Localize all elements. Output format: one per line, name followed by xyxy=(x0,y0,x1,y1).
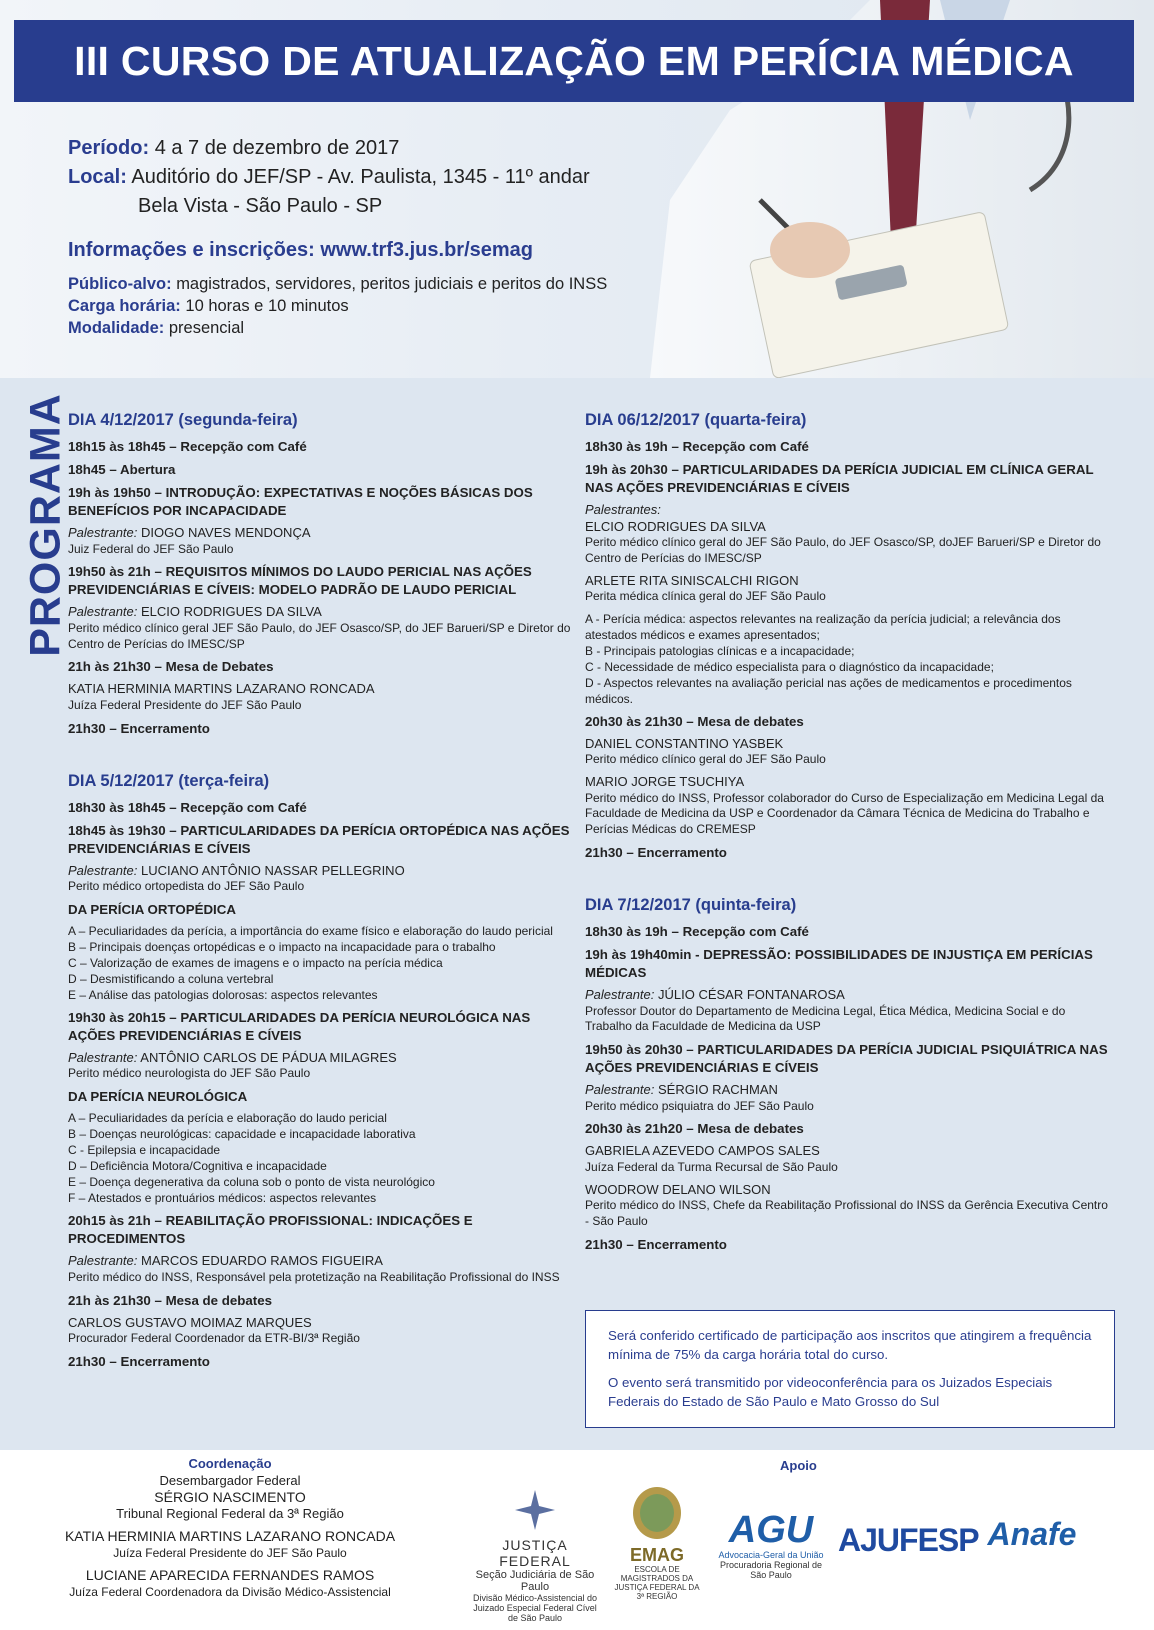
speaker-desc: Perito médico do INSS, Responsável pela protetização na Reabilitação Profissional do INSS xyxy=(68,1269,560,1284)
speaker-desc: Juíza Federal Presidente do JEF São Paulo xyxy=(68,697,302,712)
list-item: D - Aspectos relevantes na avaliação pericial nas ações de medicamentos e procedimentos médicos. xyxy=(585,675,1072,706)
speaker: Palestrante: ANTÔNIO CARLOS DE PÁDUA MILAGRES xyxy=(68,1049,397,1065)
speaker: GABRIELA AZEVEDO CAMPOS SALES xyxy=(585,1143,820,1159)
local-value: Auditório do JEF/SP - Av. Paulista, 1345 - 11º andar xyxy=(131,166,590,188)
speaker: Palestrante: DIOGO NAVES MENDONÇA xyxy=(68,525,311,540)
event-item: 21h30 – Encerramento xyxy=(585,1236,727,1252)
day-heading: DIA 4/12/2017 (segunda-feira) xyxy=(68,411,298,429)
justica-federal-logo: JUSTIÇA FEDERAL Seção Judiciária de São Paulo Divisão Médico-Assistencial do Juizado Especial Federal Cível de São Paulo xyxy=(470,1488,600,1623)
certificate-notice xyxy=(585,1310,1115,1428)
event-item: 21h30 – Encerramento xyxy=(585,845,727,861)
event-item: 20h15 às 21h – REABILITAÇÃO PROFISSIONAL: INDICAÇÕES E PROCEDIMENTOS xyxy=(68,1213,473,1247)
speaker-desc: Perito médico clínico geral do JEF São Paulo, do JEF Osasco/SP, doJEF Barueri/SP e Diretor do Centro de Perícias do IMESC/SP xyxy=(585,535,1101,565)
speaker-desc: Perito médico clínico geral JEF São Paulo, do JEF Osasco/SP, do JEF Barueri/SP e Diretor do Centro de Perícias do IMESC/SP xyxy=(68,620,571,651)
speaker: ELCIO RODRIGUES DA SILVA xyxy=(585,518,766,534)
event-item: 20h30 às 21h30 – Mesa de debates xyxy=(585,713,804,729)
notice-broadcast: O evento será transmitido por videoconferência para os Juizados Especiais Federais do Estado de São Paulo e Mato Grosso do Sul xyxy=(608,1375,1053,1409)
coord-name: KATIA HERMINIA MARTINS LAZARANO RONCADA xyxy=(64,1528,396,1544)
list-item: C – Valorização de exames de imagens e o impacto na perícia médica xyxy=(68,955,443,970)
speaker: ARLETE RITA SINISCALCHI RIGON xyxy=(585,572,799,588)
list-item: E – Análise das patologias dolorosas: aspectos relevantes xyxy=(68,987,378,1002)
list-item: C - Necessidade de médico especialista para o diagnóstico da incapacidade; xyxy=(585,659,994,674)
periodo-value: 4 a 7 de dezembro de 2017 xyxy=(154,137,400,159)
speaker: DANIEL CONSTANTINO YASBEK xyxy=(585,735,784,751)
ajufesp-logo: AJUFESP xyxy=(838,1522,979,1558)
list-item: C - Epilepsia e incapacidade xyxy=(68,1143,221,1158)
coordination-block xyxy=(60,1456,400,1600)
event-item: 19h às 20h30 – PARTICULARIDADES DA PERÍCIA JUDICIAL EM CLÍNICA GERAL NAS AÇÕES PREVIDENCIÁRIAS E CÍVEIS xyxy=(585,462,1094,495)
program-right-column xyxy=(585,410,1115,1259)
coord-role: Tribunal Regional Federal da 3ª Região xyxy=(116,1505,344,1521)
speaker-desc: Procurador Federal Coordenador da ETR-BI/3ª Região xyxy=(68,1331,360,1346)
speaker-desc: Perito médico ortopedista do JEF São Paulo xyxy=(68,879,305,894)
inscr-label: Informações e inscrições: xyxy=(68,239,315,261)
program-left-column xyxy=(68,410,578,1376)
speaker-desc: Perita médica clínica geral do JEF São Paulo xyxy=(585,589,826,604)
modal-value: presencial xyxy=(168,319,245,337)
coord-role: Desembargador Federal xyxy=(159,1472,301,1488)
speaker: Palestrante: LUCIANO ANTÔNIO NASSAR PELLEGRINO xyxy=(68,862,405,878)
carga-label: Carga horária: xyxy=(68,297,181,315)
speaker-desc: Perito médico clínico geral do JEF São Paulo xyxy=(585,752,826,767)
event-item: 18h15 às 18h45 – Recepção com Café xyxy=(68,439,307,454)
event-item: 19h30 às 20h15 – PARTICULARIDADES DA PERÍCIA NEUROLÓGICA NAS AÇÕES PREVIDENCIÁRIAS E CÍVEIS xyxy=(68,1009,531,1043)
event-item: 19h às 19h50 – INTRODUÇÃO: EXPECTATIVAS E NOÇÕES BÁSICAS DOS BENEFÍCIOS POR INCAPACIDADE xyxy=(68,485,533,518)
speaker: Palestrante: JÚLIO CÉSAR FONTANAROSA xyxy=(585,987,845,1003)
speaker-desc: Juíza Federal da Turma Recursal de São Paulo xyxy=(585,1159,838,1174)
event-item: 19h50 às 20h30 – PARTICULARIDADES DA PERÍCIA JUDICIAL PSIQUIÁTRICA NAS AÇÕES PREVIDENCIÁRIAS E CÍVEIS xyxy=(585,1042,1108,1076)
coord-name: SÉRGIO NASCIMENTO xyxy=(154,1489,306,1505)
local-value-2: Bela Vista - São Paulo - SP xyxy=(138,195,383,217)
list-item: A – Peculiaridades da perícia e elaboração do laudo pericial xyxy=(68,1111,387,1126)
event-item: 18h30 às 19h – Recepção com Café xyxy=(585,924,809,940)
speaker-desc: Perito médico neurologista do JEF São Paulo xyxy=(68,1066,311,1081)
speaker: Palestrante: MARCOS EDUARDO RAMOS FIGUEIRA xyxy=(68,1253,383,1269)
speaker: CARLOS GUSTAVO MOIMAZ MARQUES xyxy=(68,1314,312,1330)
event-item: 20h30 às 21h20 – Mesa de debates xyxy=(585,1121,804,1137)
speaker-desc: Juiz Federal do JEF São Paulo xyxy=(68,541,234,556)
list-item: A - Perícia médica: aspectos relevantes na realização da perícia judicial; a relevância dos atestados médicos e exames apresentados; xyxy=(585,611,1061,642)
agu-logo: AGU Advocacia-Geral da União Procuradoria Regional de São Paulo xyxy=(718,1509,824,1580)
footer xyxy=(0,1450,1154,1630)
emag-seal-icon xyxy=(632,1486,682,1540)
emag-logo: EMAG ESCOLA DE MAGISTRADOS DA JUSTIÇA FEDERAL DA 3ª REGIÃO xyxy=(612,1486,702,1601)
list-item: A – Peculiaridades da perícia, a importância do exame físico e elaboração do laudo pericial xyxy=(68,923,553,938)
modal-label: Modalidade: xyxy=(68,319,165,337)
day-heading: DIA 7/12/2017 (quinta-feira) xyxy=(585,896,797,915)
coord-role: Juíza Federal Coordenadora da Divisão Médico-Assistencial xyxy=(69,1584,391,1599)
event-item: 19h às 19h40min - DEPRESSÃO: POSSIBILIDADES DE INJUSTIÇA EM PERÍCIAS MÉDICAS xyxy=(585,947,1093,981)
day-heading: DIA 06/12/2017 (quarta-feira) xyxy=(585,411,807,429)
speaker-desc: Perito médico do INSS, Professor colaborador do Curso de Especialização em Medicina Legal da Faculdade de Medicina da USP e Coordenador da Câmara Técnica de Medicina do Trabalho e Perícias Médicas do CREMESP xyxy=(585,790,1104,837)
coord-name: LUCIANE APARECIDA FERNANDES RAMOS xyxy=(85,1567,375,1583)
page-title: III CURSO DE ATUALIZAÇÃO EM PERÍCIA MÉDICA xyxy=(14,20,1134,102)
speaker: KATIA HERMINIA MARTINS LAZARANO RONCADA xyxy=(68,681,375,697)
day-heading: DIA 5/12/2017 (terça-feira) xyxy=(68,771,270,790)
list-item: B – Principais doenças ortopédicas e o impacto na incapacidade para o trabalho xyxy=(68,939,496,954)
speaker-desc: Professor Doutor do Departamento de Medicina Legal, Ética Médica, Medicina Social e do Trabalho da Faculdade de Medicina da USP xyxy=(585,1003,1066,1034)
speaker-desc: Perito médico do INSS, Chefe da Reabilitação Profissional do INSS da Gerência Executiva Centro - São Paulo xyxy=(585,1198,1108,1229)
publico-label: Público-alvo: xyxy=(68,275,172,293)
speaker-desc: Perito médico psiquiatra do JEF São Paulo xyxy=(585,1098,814,1113)
list-item: B - Principais patologias clínicas e a incapacidade; xyxy=(585,643,855,658)
program-vertical-label: PROGRAMA xyxy=(21,393,70,657)
anafe-logo: Anafe xyxy=(987,1516,1077,1552)
periodo-label: Período: xyxy=(68,137,150,159)
list-item: D – Desmistificando a coluna vertebral xyxy=(68,971,274,986)
list-item: D – Deficiência Motora/Cognitiva e incapacidade xyxy=(68,1159,327,1174)
support-heading: Apoio xyxy=(780,1458,817,1473)
publico-value: magistrados, servidores, peritos judiciais e peritos do INSS xyxy=(176,275,608,293)
local-label: Local: xyxy=(68,166,127,188)
event-item: 18h45 – Abertura xyxy=(68,462,176,477)
event-item: 18h30 às 19h – Recepção com Café xyxy=(585,439,809,454)
list-item: E – Doença degenerativa da coluna sob o ponto de vista neurológico xyxy=(68,1175,435,1190)
event-item: 18h45 às 19h30 – PARTICULARIDADES DA PERÍCIA ORTOPÉDICA NAS AÇÕES PREVIDENCIÁRIAS E CÍVEIS xyxy=(68,822,570,856)
event-item: 21h30 – Encerramento xyxy=(68,720,210,736)
speaker: WOODROW DELANO WILSON xyxy=(585,1181,771,1197)
hero-banner xyxy=(0,0,1154,378)
event-item: 19h50 às 21h – REQUISITOS MÍNIMOS DO LAUDO PERICIAL NAS AÇÕES PREVIDENCIÁRIAS E CÍVEIS: MODELO PADRÃO DE LAUDO PERICIAL xyxy=(68,564,532,598)
event-item: 21h30 – Encerramento xyxy=(68,1353,210,1369)
coord-role: Juíza Federal Presidente do JEF São Paulo xyxy=(113,1545,347,1560)
event-info xyxy=(68,134,607,339)
coordination-heading: Coordenação xyxy=(188,1456,272,1471)
subsection-title: DA PERÍCIA ORTOPÉDICA xyxy=(68,901,236,917)
subsection-title: DA PERÍCIA NEUROLÓGICA xyxy=(68,1089,248,1105)
list-item: F – Atestados e prontuários médicos: aspectos relevantes xyxy=(68,1191,377,1206)
inscr-link[interactable]: www.trf3.jus.br/semag xyxy=(320,239,533,261)
list-item: B – Doenças neurológicas: capacidade e incapacidade laborativa xyxy=(68,1127,416,1142)
event-item: 21h às 21h30 – Mesa de Debates xyxy=(68,659,274,675)
speaker: Palestrante: SÉRGIO RACHMAN xyxy=(585,1082,778,1098)
speakers-label: Palestrantes: xyxy=(585,502,661,517)
justica-federal-icon xyxy=(513,1488,557,1532)
speaker: MARIO JORGE TSUCHIYA xyxy=(585,774,745,790)
event-item: 21h às 21h30 – Mesa de debates xyxy=(68,1292,272,1308)
carga-value: 10 horas e 10 minutos xyxy=(185,297,349,315)
notice-certificate: Será conferido certificado de participação aos inscritos que atingirem a frequência mínima de 75% da carga horária total do curso. xyxy=(608,1328,1092,1362)
speaker: Palestrante: ELCIO RODRIGUES DA SILVA xyxy=(68,604,322,620)
event-item: 18h30 às 18h45 – Recepção com Café xyxy=(68,799,307,815)
